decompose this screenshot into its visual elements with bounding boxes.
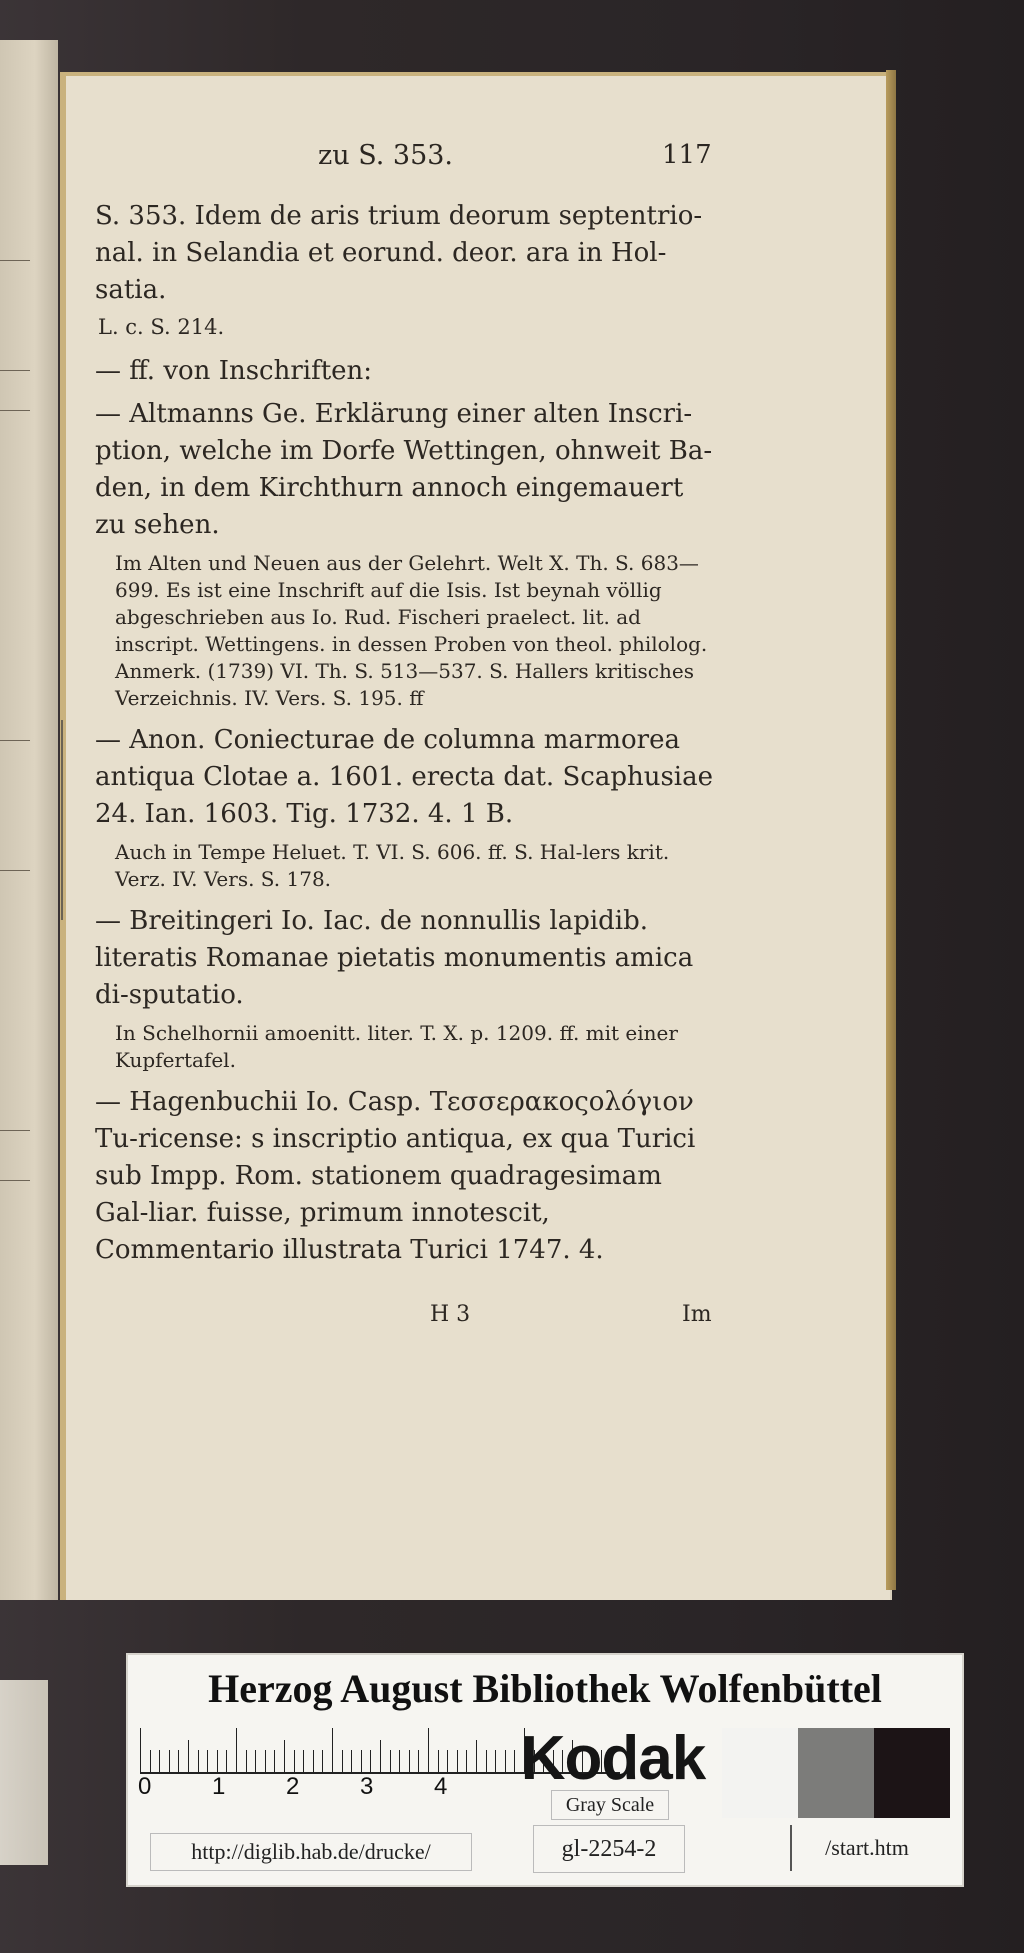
ruler-tick <box>198 1750 199 1772</box>
entry-note: In Schelhornii amoenitt. liter. T. X. p. 1209. ff. mit einer Kupfertafel. <box>115 1021 678 1072</box>
white-swatch <box>722 1728 798 1818</box>
entry-note: Im Alten und Neuen aus der Gelehrt. Welt X. Th. S. 683—699. Es ist eine Inschrift auf die Isis. Ist beynah völlig abgeschrieben aus Io. Rud. Fischeri praelect. lit. ad inscript. Wettingens. in dessen Proben von theol. philolog. Anmerk. (1739) VI. Th. S. 513—537. S. Hallers kritisches Verzeichnis. IV. Vers. S. 195. ff <box>115 551 708 710</box>
ruler-tick <box>255 1750 256 1772</box>
ruler-tick <box>226 1750 227 1772</box>
entry-note: Auch in Tempe Heluet. T. VI. S. 606. ff. S. Hal-lers krit. Verz. IV. Vers. S. 178. <box>115 840 670 891</box>
ruler-tick <box>370 1750 371 1772</box>
url-link[interactable]: http://diglib.hab.de/drucke/ <box>150 1833 472 1871</box>
ruler-tick <box>342 1750 343 1772</box>
ruler-number: 3 <box>360 1773 374 1800</box>
gray-swatch <box>798 1728 874 1818</box>
ruler-tick <box>207 1750 208 1772</box>
ruler-tick <box>284 1740 285 1772</box>
ruler-number: 2 <box>286 1773 300 1800</box>
catchword: Im <box>682 1302 712 1327</box>
scan-edge-strip <box>0 1680 48 1865</box>
entry-text: — Anon. Coniecturae de columna marmorea antiqua Clotae a. 1601. erecta dat. Scaphusiae 24. Ian. 1603. Tig. 1732. 4. 1 B. <box>95 725 714 829</box>
entry-text: — Altmanns Ge. Erklärung einer alten Inscri-ption, welche im Dorfe Wettingen, ohnweit Ba-den, in dem Kirchthurn annoch eingemauert zu sehen. <box>95 399 713 540</box>
ruler-tick <box>169 1750 170 1772</box>
ruler-tick <box>361 1750 362 1772</box>
ruler-tick <box>495 1750 496 1772</box>
ruler-tick <box>303 1750 304 1772</box>
ruler-tick <box>274 1750 275 1772</box>
gray-scale-label: Gray Scale <box>551 1790 669 1820</box>
ruler-tick <box>505 1750 506 1772</box>
ruler-tick <box>409 1750 410 1772</box>
ruler-tick <box>447 1750 448 1772</box>
margin-rule <box>61 720 63 920</box>
library-title: Herzog August Bibliothek Wolfenbüttel <box>208 1666 882 1711</box>
ruler-tick <box>418 1750 419 1772</box>
signature-mark: H 3 <box>430 1302 471 1327</box>
ruler-tick <box>486 1750 487 1772</box>
page-body <box>95 198 720 1269</box>
ruler-tick <box>265 1750 266 1772</box>
page-edge <box>886 70 896 1590</box>
entry-text: S. 353. Idem de aris trium deorum septentrio-nal. in Selandia et eorund. deor. ara in Hol-satia. <box>95 201 703 305</box>
ruler-tick <box>390 1750 391 1772</box>
ruler-tick <box>159 1750 160 1772</box>
ruler-tick <box>313 1750 314 1772</box>
ruler-tick <box>217 1750 218 1772</box>
running-header: zu S. 353. <box>318 140 454 171</box>
entry-text: — Breitingeri Io. Iac. de nonnullis lapidib. literatis Romanae pietatis monumentis amica di-sputatio. <box>95 906 694 1010</box>
ruler-number: 1 <box>212 1773 226 1800</box>
previous-page-edge <box>0 40 58 1600</box>
library-scan-card <box>128 1655 962 1885</box>
ruler-tick <box>236 1728 237 1772</box>
ruler-tick <box>457 1750 458 1772</box>
page-number: 117 <box>662 140 712 170</box>
entry-text: — Hagenbuchii Io. Casp. Τεσσερακοςολόγιον Tu-ricense: s inscriptio antiqua, ex qua Turici sub Impp. Rom. stationem quadragesimam Gal-liar. fuisse, primum innotescit, Commentario illustrata Turici 1747. 4. <box>95 1087 696 1265</box>
ruler-number: 4 <box>434 1773 448 1800</box>
ruler-tick <box>438 1750 439 1772</box>
section-heading: — ff. von Inschriften: <box>95 356 373 386</box>
ruler-tick <box>178 1750 179 1772</box>
start-link[interactable]: /start.htm <box>790 1825 942 1871</box>
ruler-tick <box>150 1750 151 1772</box>
ruler-tick <box>140 1728 141 1772</box>
ruler-tick <box>332 1728 333 1772</box>
shelfmark: gl-2254-2 <box>533 1825 685 1873</box>
entry-reference: L. c. S. 214. <box>98 315 225 339</box>
black-swatch <box>874 1728 950 1818</box>
ruler-tick <box>476 1740 477 1772</box>
ruler-tick <box>351 1750 352 1772</box>
ruler-tick <box>380 1740 381 1772</box>
ruler-number: 0 <box>138 1773 152 1800</box>
ruler-tick <box>294 1750 295 1772</box>
ruler-tick <box>466 1750 467 1772</box>
ruler-tick <box>428 1728 429 1772</box>
ruler-tick <box>188 1740 189 1772</box>
kodak-logo: Kodak <box>520 1724 706 1793</box>
ruler-tick <box>399 1750 400 1772</box>
ruler-tick <box>322 1750 323 1772</box>
ruler-tick <box>246 1750 247 1772</box>
